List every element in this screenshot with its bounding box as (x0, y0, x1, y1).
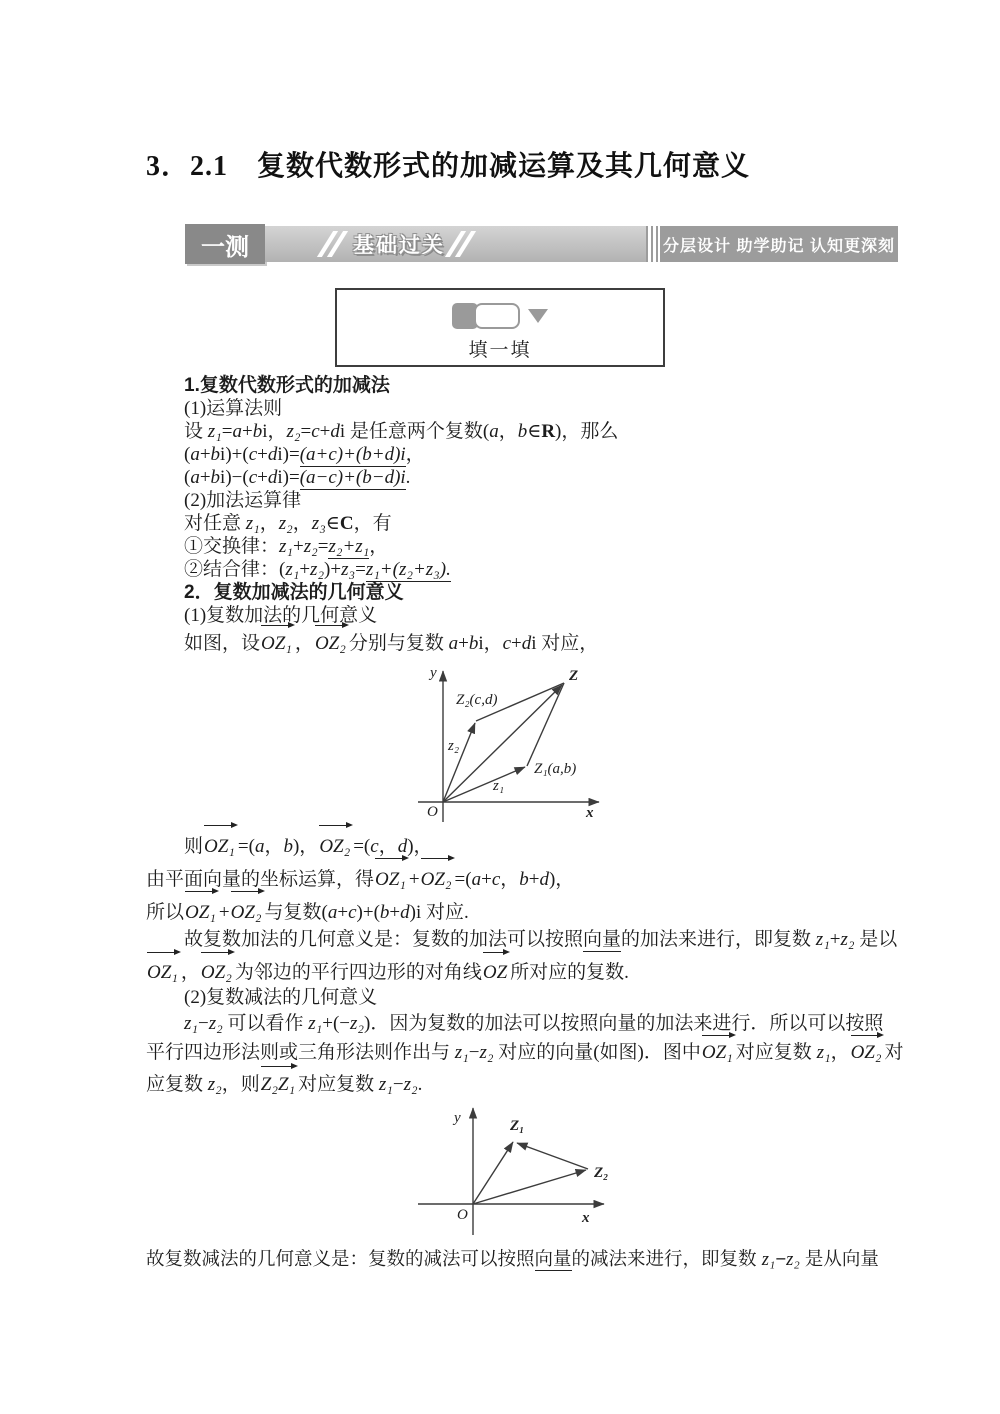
text-segment: z₁ (816, 1042, 831, 1063)
label-Z2: Z₂ (594, 1165, 609, 1181)
text-segment: ， (498, 421, 518, 442)
text-segment: a (489, 421, 499, 442)
text-segment: + (511, 633, 522, 654)
text-segment: z₂ (303, 536, 318, 557)
text-segment: C (339, 513, 354, 534)
vector-Z2Z1 (517, 1143, 588, 1169)
text-segment: 设 (184, 421, 208, 442)
text-segment: − (775, 1248, 787, 1269)
text-segment: )， (292, 836, 319, 857)
text-segment: OZ₁ (184, 893, 219, 933)
text-segment: + (458, 633, 469, 654)
text-segment: a (471, 869, 482, 890)
text-segment: c (348, 902, 357, 923)
figure-addition-parallelogram (146, 657, 860, 827)
section-banner (185, 226, 898, 262)
text-segment: b (468, 633, 479, 654)
text-segment: ∈ (527, 421, 542, 442)
text-segment: OZ₂ (230, 893, 265, 933)
text-segment: 的加法来进行，即复数 (621, 929, 816, 950)
text-segment: . (417, 1074, 423, 1095)
text-segment: 可以看作 (222, 1013, 309, 1034)
underlined-answer: (a+c)+(b+d)i (299, 444, 406, 465)
text-segment: ∈ (325, 513, 340, 534)
text-segment: =( (237, 836, 255, 857)
text-segment: d (330, 421, 340, 442)
text-segment: i， (262, 421, 287, 442)
text-segment: )i 对应. (409, 902, 469, 923)
underlined-answer: z₁+(z₂+z₃). (365, 559, 451, 580)
text-line (146, 1244, 879, 1274)
text-segment: i 对应， (531, 633, 599, 654)
text-segment: OZ₂ (420, 860, 455, 900)
text-segment: + (257, 444, 268, 465)
text-segment: ， (180, 962, 200, 983)
text-segment: 对 (884, 1042, 904, 1063)
text-segment: ， (294, 633, 314, 654)
text-block-footer (146, 1244, 879, 1274)
text-segment: i， (478, 633, 503, 654)
text-segment: 对应的向量(如图)．图中 (493, 1042, 701, 1063)
text-segment: OZ₂ (200, 954, 235, 992)
text-segment: i)−( (220, 467, 249, 488)
text-segment: a (254, 836, 265, 857)
text-segment: 故复数减法的几何意义是：复数的减法可以按照 (146, 1248, 535, 1269)
text-segment: ， (500, 869, 520, 890)
text-segment: d (521, 633, 532, 654)
text-segment: + (293, 536, 304, 557)
text-line (146, 604, 860, 627)
text-segment: 是从向量 (799, 1248, 879, 1269)
text-line (146, 581, 860, 604)
text-segment: 对应复数 (735, 1042, 817, 1063)
text-segment: z₃ (311, 513, 326, 534)
text-segment: 平行四边形法则或三角形法则作出与 (146, 1042, 455, 1063)
text-segment: b (283, 836, 293, 857)
text-segment: )， (548, 869, 575, 890)
text-segment: z₂ (786, 1250, 800, 1270)
text-segment: ，有 (353, 513, 392, 534)
text-segment: a (190, 444, 200, 465)
text-line (146, 627, 860, 657)
text-segment: (1)运算法则 (184, 398, 283, 419)
text-line (146, 489, 860, 512)
text-line (146, 954, 860, 986)
text-line (146, 512, 860, 535)
text-segment: 是以 (854, 929, 898, 950)
fill-in-label: 填一填 (468, 340, 532, 361)
text-segment: 应复数 (146, 1074, 208, 1095)
text-line (146, 860, 860, 893)
text-segment: ， (259, 513, 279, 534)
text-segment: + (199, 467, 211, 488)
text-segment: (2)加法运算律 (184, 490, 302, 511)
text-segment: − (392, 1074, 404, 1095)
toggle-graphic (337, 303, 663, 329)
text-segment: + (218, 902, 230, 923)
text-segment: )+( (356, 902, 380, 923)
text-line (146, 1068, 860, 1098)
text-segment: b (379, 902, 390, 923)
text-line (146, 374, 860, 397)
label-Z: Z (569, 668, 579, 684)
text-segment: a (327, 902, 338, 923)
text-line (146, 827, 860, 860)
text-segment: OZ₁ (203, 827, 238, 867)
text-line (146, 397, 860, 420)
text-segment: ， (378, 836, 398, 857)
text-segment: + (481, 869, 492, 890)
text-segment: OZ₂ (850, 1037, 885, 1068)
text-segment: OZ₁ (374, 860, 409, 900)
banner-section-label: 基础过关 (353, 234, 445, 257)
text-segment: z₂ (479, 1042, 494, 1063)
text-segment: i 是任意两个复数( (339, 421, 490, 442)
text-segment: ( (184, 467, 191, 488)
text-segment: = (317, 536, 329, 557)
text-segment: . (405, 467, 411, 488)
text-segment: +(− (322, 1013, 350, 1034)
text-segment: )，那么 (555, 421, 619, 442)
text-segment: z₁ (207, 421, 222, 442)
text-line (146, 466, 860, 489)
segment-Z1-Z (527, 683, 564, 766)
text-segment: z₂ (350, 1013, 364, 1034)
text-segment: + (299, 559, 311, 580)
text-segment: OZ₂ (314, 627, 349, 661)
text-segment: OZ (482, 954, 510, 992)
text-line (146, 558, 860, 581)
text-segment: ②结合律：( (184, 559, 286, 580)
text-segment: d (539, 869, 549, 890)
page-title: 3．2.1 复数代数形式的加减运算及其几何意义 (146, 151, 751, 182)
label-O: O (457, 1207, 468, 1223)
text-segment: z₁ (285, 559, 300, 580)
text-segment: c (248, 467, 258, 488)
text-segment: 则 (184, 836, 204, 857)
text-segment: 分别与复数 (348, 633, 449, 654)
text-segment: + (337, 902, 349, 923)
text-line (146, 1010, 884, 1037)
text-segment: z₃ (341, 559, 356, 580)
text-segment: Z₂Z₁ (260, 1068, 298, 1102)
text-segment: 的减法来进行，即复数 (571, 1248, 762, 1269)
text-segment: + (829, 929, 841, 950)
text-segment: ， (264, 836, 284, 857)
text-segment: 所对应的复数. (510, 962, 629, 983)
text-segment: d (267, 444, 278, 465)
text-segment: ， (405, 444, 425, 465)
text-segment: − (468, 1042, 480, 1063)
text-segment: a (232, 421, 242, 442)
text-segment: ， (369, 536, 389, 557)
text-segment: )+ (324, 559, 342, 580)
text-segment: a (190, 467, 200, 488)
text-segment: d (267, 467, 278, 488)
text-segment: b (517, 421, 528, 442)
label-Z1-coords: Z₁(a,b) (534, 761, 577, 777)
text-segment: b (210, 467, 221, 488)
body-content (146, 374, 904, 1274)
stripe-divider-icon (646, 226, 660, 262)
text-segment: i)+( (220, 444, 249, 465)
text-segment: ， (830, 1042, 850, 1063)
underlined-answer: 向量 (534, 1248, 572, 1269)
label-z2: z₂ (448, 738, 460, 754)
text-segment: 由平面向量的坐标运算，得 (146, 869, 375, 890)
subtraction-figure-svg (418, 1098, 658, 1238)
toggle-track-icon (474, 303, 520, 329)
text-segment: z₂ (207, 1074, 222, 1095)
text-segment: + (389, 902, 401, 923)
banner-right-label: 分层设计 助学助记 认知更深刻 (660, 226, 898, 262)
fill-in-panel (335, 288, 665, 367)
text-segment: z₂ (286, 421, 301, 442)
text-segment: ①交换律： (184, 536, 280, 557)
text-segment: z₂ (208, 1013, 223, 1034)
text-segment: d (397, 836, 408, 857)
text-segment: z₁ (184, 1013, 198, 1034)
text-segment: OZ₁ (146, 954, 181, 992)
label-Z1: Z₁ (510, 1118, 525, 1134)
text-segment: 如图，设 (184, 633, 261, 654)
text-block-rules (146, 374, 860, 657)
text-segment: 1.复数代数形式的加减法 (184, 375, 390, 396)
underlined-answer: z₂+z₁ (328, 536, 370, 557)
text-segment: 对任意 (184, 513, 246, 534)
text-segment: z₂ (840, 929, 855, 950)
text-segment: z₁ (761, 1250, 776, 1270)
text-segment: c (311, 421, 320, 442)
text-segment: 对应复数 (298, 1074, 379, 1095)
text-segment: (2)复数减法的几何意义 (184, 987, 378, 1008)
text-segment: + (408, 869, 420, 890)
banner-middle-bar (265, 226, 646, 262)
text-segment: )， (407, 836, 433, 857)
text-segment: z₁ (815, 929, 830, 950)
text-segment: z₂ (403, 1074, 418, 1095)
text-segment: c (502, 633, 512, 654)
text-segment: i)= (277, 444, 300, 465)
text-segment: 2．复数加减法的几何意义 (184, 582, 404, 603)
text-segment: ， (292, 513, 312, 534)
text-segment: OZ₁ (701, 1037, 736, 1068)
text-segment: 为邻边的平行四边形的对角线 (234, 962, 482, 983)
text-segment: + (528, 869, 540, 890)
text-segment: + (257, 467, 268, 488)
text-line (146, 443, 860, 466)
text-segment: z₁ (454, 1042, 469, 1063)
text-segment: z₂ (278, 513, 293, 534)
text-segment: 与复数( (264, 902, 328, 923)
text-line (146, 893, 860, 926)
text-segment: = (300, 421, 312, 442)
text-segment: z₂ (310, 559, 325, 580)
slash-decoration-icon (453, 231, 473, 257)
underlined-answer: (a−c)+(b−d)i (299, 467, 406, 488)
label-Z2-coords: Z₂(c,d) (456, 692, 498, 708)
text-segment: z₁ (308, 1013, 323, 1034)
figure-subtraction-triangle (146, 1098, 860, 1244)
text-segment: a (448, 633, 459, 654)
dropdown-arrow-icon (528, 309, 548, 323)
vector-OZ1 (473, 1142, 513, 1204)
text-block-meaning (146, 827, 904, 1098)
text-segment: =( (454, 869, 472, 890)
text-segment: = (355, 559, 366, 580)
text-segment: R (541, 421, 556, 442)
text-segment: 所以 (146, 902, 185, 923)
text-segment: b (519, 869, 529, 890)
label-z1: z₁ (493, 778, 505, 794)
text-segment: c (248, 444, 258, 465)
text-line (146, 420, 860, 443)
text-line (146, 535, 860, 558)
text-segment: OZ₁ (260, 627, 295, 661)
text-segment: b (210, 444, 221, 465)
text-segment: z₁ (378, 1074, 393, 1095)
text-segment: )．因为复数的加法可以按照向量的加法来进行．所以可以按照 (364, 1013, 884, 1034)
text-segment: z₁ (279, 536, 294, 557)
text-segment: OZ₂ (318, 827, 353, 867)
text-segment: (1)复数加法的几何意义 (184, 605, 378, 626)
vector-OZ2 (473, 1170, 586, 1204)
text-line (146, 1037, 904, 1068)
text-segment: + (241, 421, 253, 442)
text-segment: i)= (277, 467, 300, 488)
text-segment: c (370, 836, 379, 857)
label-O: O (427, 804, 438, 820)
text-segment: + (319, 421, 331, 442)
label-x: x (582, 1210, 590, 1226)
banner-left-badge: 一测 (185, 224, 265, 264)
underlined-answer: 向量 (583, 929, 622, 950)
text-segment: − (198, 1013, 209, 1034)
text-segment: d (400, 902, 410, 923)
label-x: x (586, 805, 594, 821)
text-segment: ( (184, 444, 191, 465)
text-segment: c (491, 869, 501, 890)
label-y: y (454, 1110, 461, 1126)
text-segment: b (252, 421, 263, 442)
text-segment: z₁ (245, 513, 260, 534)
text-segment: + (199, 444, 211, 465)
addition-figure-svg (396, 657, 666, 827)
text-segment: ，则 (221, 1074, 260, 1095)
text-segment: = (221, 421, 233, 442)
slash-decoration-icon (325, 231, 345, 257)
text-segment: 故复数加法的几何意义是：复数的加法可以按照 (184, 929, 584, 950)
text-segment: =( (353, 836, 371, 857)
label-y: y (430, 665, 437, 681)
